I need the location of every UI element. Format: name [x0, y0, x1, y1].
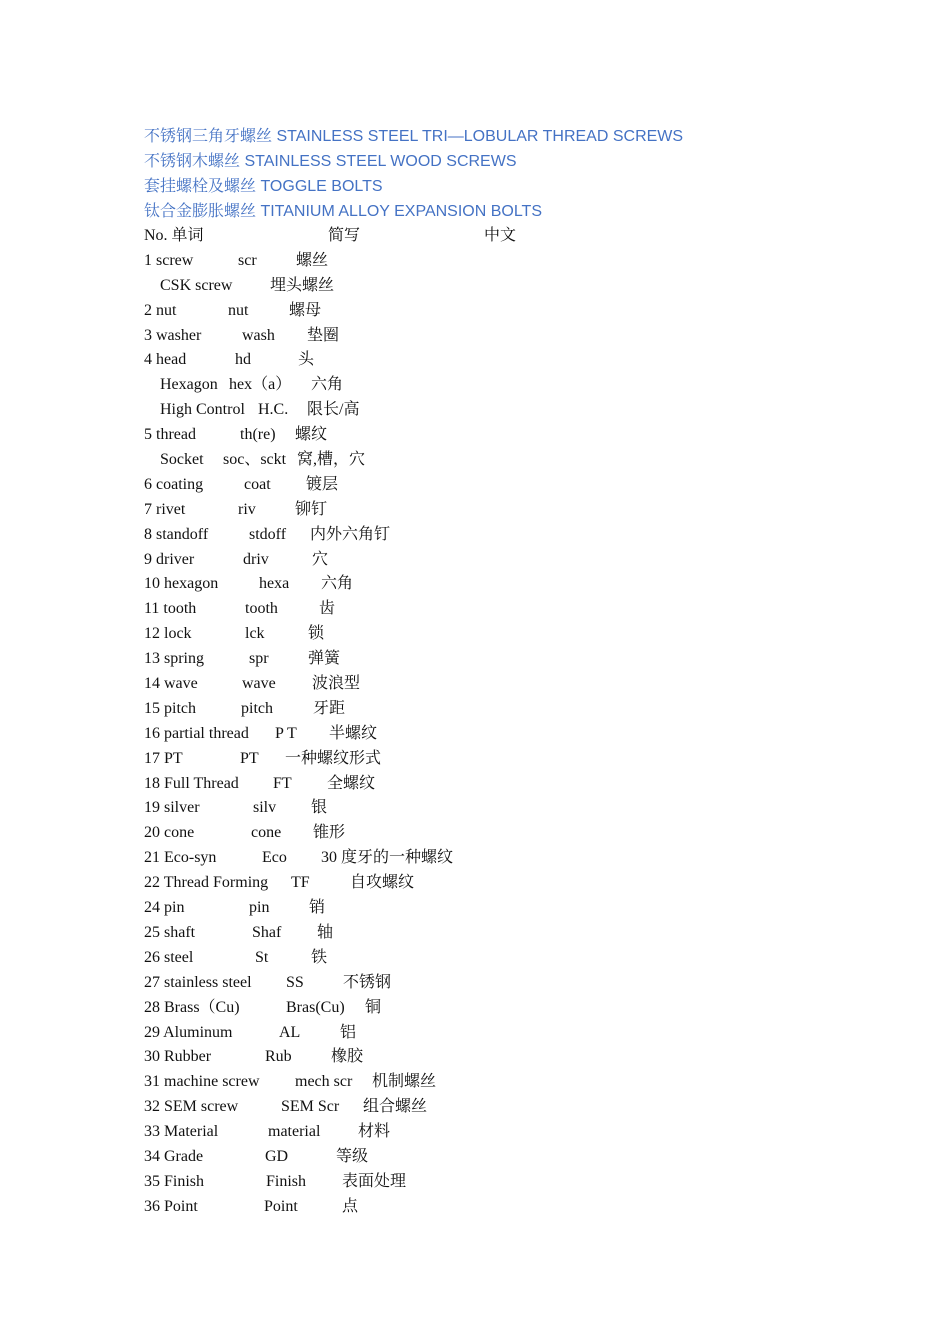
term-chinese: 等级 [336, 1147, 369, 1165]
term-chinese: 弹簧 [308, 650, 341, 668]
term-word: 25 shaft [144, 923, 196, 941]
glossary-row [144, 1170, 844, 1195]
glossary-row [144, 846, 844, 871]
term-word: 35 Finish [144, 1172, 205, 1190]
term-abbreviation: tooth [245, 600, 278, 618]
glossary-row [144, 622, 844, 647]
glossary-row [144, 1145, 844, 1170]
glossary-row [144, 523, 844, 548]
term-abbreviation: soc、sckt [223, 451, 287, 469]
term-chinese: 波浪型 [312, 675, 361, 693]
glossary-row [144, 921, 844, 946]
glossary-row [144, 996, 844, 1021]
term-word: 17 PT [144, 749, 183, 767]
term-abbreviation: Eco [262, 849, 287, 867]
term-abbreviation: stdoff [249, 525, 287, 543]
term-word: 22 Thread Forming [144, 874, 269, 892]
term-word: 33 Material [144, 1123, 219, 1141]
term-chinese: 自攻螺纹 [350, 874, 415, 892]
term-word: 21 Eco-syn [144, 849, 217, 867]
glossary-row [144, 597, 844, 622]
term-word: 1 screw [144, 251, 194, 269]
term-word: 14 wave [144, 675, 198, 693]
link-wood-screws[interactable]: 不锈钢木螺丝 STAINLESS STEEL WOOD SCREWS [144, 153, 517, 170]
term-chinese: 锁 [308, 625, 325, 643]
term-abbreviation: th(re) [240, 426, 276, 444]
term-chinese: 头 [298, 351, 315, 369]
term-abbreviation: Finish [266, 1172, 307, 1190]
glossary-row [144, 796, 844, 821]
link-expansion-bolts[interactable]: 钛合金膨胀螺丝 TITANIUM ALLOY EXPANSION BOLTS [144, 203, 543, 220]
glossary-row [144, 348, 844, 373]
term-word: 3 washer [144, 326, 202, 344]
term-abbreviation: hexa [259, 575, 290, 593]
term-chinese: 银 [311, 799, 328, 817]
glossary-row [144, 946, 844, 971]
term-word: 2 nut [144, 301, 177, 319]
link-toggle-bolts[interactable]: 套挂螺栓及螺丝 TOGGLE BOLTS [144, 178, 383, 195]
term-chinese: 不锈钢 [343, 973, 392, 991]
term-abbreviation: PT [240, 749, 259, 767]
term-abbreviation: scr [238, 251, 257, 269]
term-chinese: 一种螺纹形式 [285, 749, 382, 767]
term-chinese: 铜 [365, 998, 382, 1016]
glossary-row [144, 274, 844, 299]
term-chinese: 螺丝 [296, 251, 329, 269]
term-chinese: 铆钉 [295, 500, 328, 518]
term-word: 18 Full Thread [144, 774, 239, 792]
term-chinese: 橡胶 [331, 1048, 364, 1066]
term-word: 29 Aluminum [144, 1023, 233, 1041]
term-abbreviation: Rub [265, 1048, 292, 1066]
glossary-row [144, 821, 844, 846]
term-chinese: 齿 [319, 600, 336, 618]
link-list [144, 124, 683, 224]
term-chinese: 六角 [321, 575, 354, 593]
glossary-row [144, 772, 844, 797]
term-word: 5 thread [144, 426, 196, 444]
term-chinese: 材料 [358, 1123, 391, 1141]
term-word: 36 Point [144, 1197, 198, 1215]
term-abbreviation: wave [242, 675, 276, 693]
term-word: 4 head [144, 351, 187, 369]
term-abbreviation: lck [245, 625, 265, 643]
term-chinese: 螺纹 [295, 426, 328, 444]
term-word: 9 driver [144, 550, 195, 568]
term-abbreviation: GD [265, 1147, 289, 1165]
glossary-row [144, 896, 844, 921]
term-abbreviation: spr [249, 650, 269, 668]
glossary-row [144, 373, 844, 398]
term-word: Socket [160, 451, 204, 469]
term-word: 11 tooth [144, 600, 197, 618]
glossary-row [144, 971, 844, 996]
term-abbreviation: silv [253, 799, 277, 817]
term-chinese: 销 [309, 899, 326, 917]
glossary-row [144, 722, 844, 747]
term-chinese: 螺母 [289, 301, 322, 319]
term-abbreviation: hex（a） [229, 376, 292, 394]
term-chinese: 牙距 [313, 699, 346, 717]
term-abbreviation: pitch [241, 699, 273, 717]
term-word: 12 lock [144, 625, 192, 643]
term-chinese: 机制螺丝 [372, 1073, 437, 1091]
glossary-row [144, 572, 844, 597]
term-word: 24 pin [144, 899, 185, 917]
term-chinese: 轴 [317, 923, 334, 941]
term-abbreviation: coat [244, 475, 271, 493]
glossary-row [144, 747, 844, 772]
glossary-row [144, 1195, 844, 1220]
term-abbreviation: nut [228, 301, 249, 319]
term-word: 30 Rubber [144, 1048, 212, 1066]
term-word: 26 steel [144, 948, 194, 966]
glossary-row [144, 871, 844, 896]
term-chinese: 窝,槽，穴 [297, 451, 366, 469]
term-chinese: 限长/高 [307, 401, 360, 419]
term-abbreviation: SEM Scr [281, 1098, 340, 1116]
header-chinese: 中文 [484, 227, 517, 244]
term-chinese: 点 [342, 1197, 359, 1215]
glossary-table [144, 224, 844, 1220]
glossary-row [144, 398, 844, 423]
term-word: 19 silver [144, 799, 200, 817]
term-word: 34 Grade [144, 1147, 204, 1165]
term-abbreviation: Point [264, 1197, 298, 1215]
glossary-row [144, 697, 844, 722]
term-word: 7 rivet [144, 500, 186, 518]
glossary-row [144, 473, 844, 498]
header-no-word: No. 单词 [144, 227, 204, 244]
term-abbreviation: hd [235, 351, 251, 369]
glossary-row [144, 1021, 844, 1046]
header-abbreviation: 简写 [328, 227, 361, 244]
term-chinese: 锥形 [313, 824, 346, 842]
glossary-row [144, 498, 844, 523]
glossary-row [144, 1120, 844, 1145]
glossary-row [144, 1045, 844, 1070]
term-word: 32 SEM screw [144, 1098, 239, 1116]
term-word: CSK screw [160, 276, 233, 294]
term-abbreviation: material [268, 1123, 321, 1141]
glossary-row [144, 672, 844, 697]
term-chinese: 半螺纹 [329, 724, 378, 742]
term-word: 27 stainless steel [144, 973, 252, 991]
term-word: 20 cone [144, 824, 195, 842]
term-word: 10 hexagon [144, 575, 219, 593]
term-abbreviation: cone [251, 824, 282, 842]
term-abbreviation: mech scr [295, 1073, 353, 1091]
term-chinese: 内外六角钉 [310, 525, 391, 543]
term-word: 28 Brass（Cu) [144, 998, 240, 1016]
term-chinese: 全螺纹 [327, 774, 376, 792]
term-abbreviation: riv [238, 500, 256, 518]
glossary-row [144, 423, 844, 448]
term-word: 31 machine screw [144, 1073, 260, 1091]
term-chinese: 镀层 [306, 475, 339, 493]
glossary-header [144, 224, 844, 249]
term-abbreviation: SS [286, 973, 304, 991]
term-abbreviation: AL [279, 1023, 301, 1041]
glossary-row [144, 1070, 844, 1095]
term-word: High Control [160, 401, 245, 419]
term-chinese: 六角 [311, 376, 344, 394]
term-abbreviation: P T [275, 724, 297, 742]
term-abbreviation: pin [249, 899, 270, 917]
glossary-row [144, 1095, 844, 1120]
glossary-row [144, 647, 844, 672]
term-word: 6 coating [144, 475, 204, 493]
term-abbreviation: driv [243, 550, 269, 568]
term-chinese: 铁 [311, 948, 328, 966]
term-abbreviation: wash [242, 326, 275, 344]
glossary-row [144, 324, 844, 349]
glossary-row [144, 299, 844, 324]
term-chinese: 表面处理 [342, 1172, 407, 1190]
term-word: 8 standoff [144, 525, 209, 543]
term-abbreviation: Shaf [252, 923, 282, 941]
term-word: 15 pitch [144, 699, 196, 717]
link-tri-lobular-screws[interactable]: 不锈钢三角牙螺丝 STAINLESS STEEL TRI—LOBULAR THREAD SCREWS [144, 128, 684, 145]
term-abbreviation: H.C. [258, 401, 289, 419]
term-abbreviation: TF [291, 874, 310, 892]
glossary-row [144, 448, 844, 473]
term-abbreviation: FT [273, 774, 292, 792]
term-abbreviation: Bras(Cu) [286, 998, 345, 1016]
term-chinese: 垫圈 [307, 326, 340, 344]
term-chinese: 穴 [312, 550, 329, 568]
term-chinese: 铝 [340, 1023, 357, 1041]
term-word: Hexagon [160, 376, 218, 394]
term-word: 13 spring [144, 650, 204, 668]
glossary-row [144, 548, 844, 573]
term-chinese: 30 度牙的一种螺纹 [321, 849, 454, 867]
term-abbreviation: St [255, 948, 269, 966]
term-word: 16 partial thread [144, 724, 249, 742]
term-chinese: 组合螺丝 [363, 1098, 428, 1116]
glossary-row [144, 249, 844, 274]
term-chinese: 埋头螺丝 [270, 276, 335, 294]
